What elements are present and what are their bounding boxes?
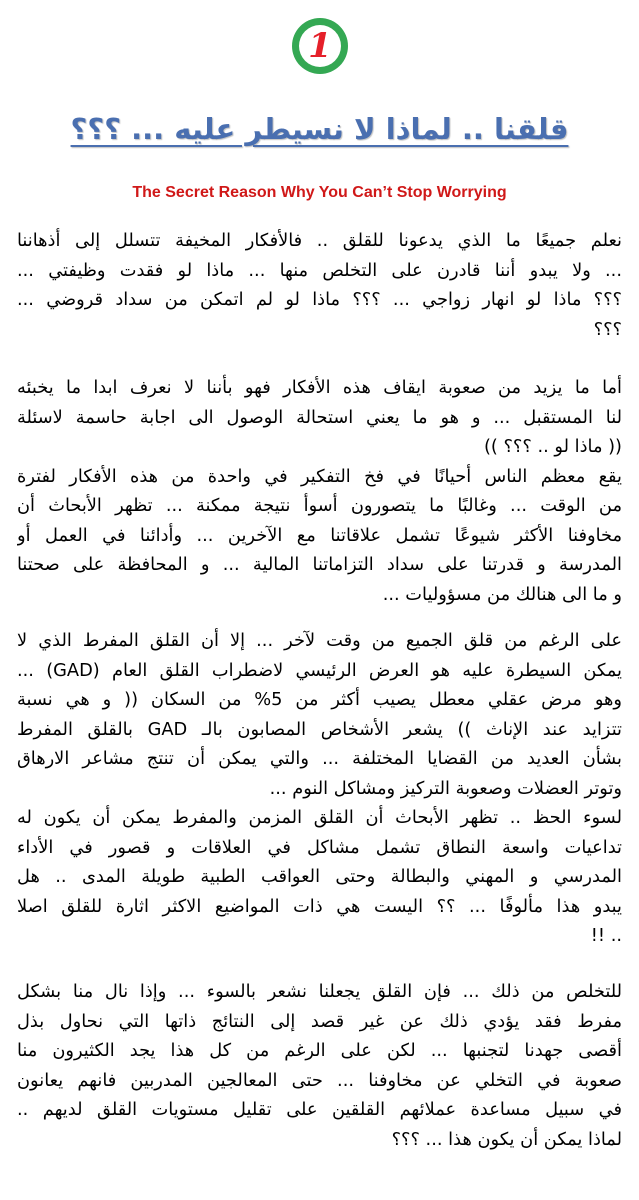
paragraph-2 [17, 373, 622, 609]
number-badge [292, 18, 348, 74]
text-line: (( ماذا لو .. ؟؟؟ )) [483, 436, 622, 457]
page-title: قلقنا .. لماذا لا نسيطر عليه ... ؟؟؟ [70, 112, 569, 146]
text-line: أقصى جهدنا لتجنبها ... لكن على الرغم من كل هذا يجد الكثيرون منا [17, 1040, 622, 1061]
text-line: لنا المستقبل ... و هو ما يعني استحالة الوصول الى اجابة حاسمة لاسئلة [17, 406, 622, 428]
text-line: تتزايد عند الإناث )) يشعر الأشخاص المصابون بالـ GAD بالقلق المفرط [17, 718, 622, 740]
text-line: في سبيل مساعدة عملائهم القلقين على تقليل مستويات القلق لديهم .. [17, 1099, 622, 1120]
text-line: المدرسة و قدرتنا على سداد التزاماتنا المالية ... و المحافظة على صحتنا [17, 554, 622, 575]
text-line: أما ما يزيد من صعوبة ايقاف هذه الأفكار فهو بأننا لا نعرف ابدا ما يخبئه [17, 377, 622, 398]
text-line: لماذا يمكن أن يكون هذا ... ؟؟؟ [391, 1128, 622, 1150]
text-line: المدرسي و المهني والبطالة وحتى العواقب الطبية طويلة المدى .. هل [17, 866, 622, 887]
text-line: تداعيات واسعة النطاق تشمل مشاكل في العلاقات و قصور في الأداء [17, 836, 622, 858]
text-line: يقع معظم الناس أحيانًا في فخ التفكير في واحدة من هذه الأفكار لفترة [17, 465, 622, 487]
paragraph-3 [17, 626, 622, 951]
text-line: .. !! [590, 925, 622, 946]
text-line: مخاوفنا الأكثر شيوعًا تشمل علاقاتنا مع الآخرين ... وأدائنا في العمل أو [17, 524, 622, 546]
text-line: صعوبة في التخلي عن مخاوفنا ... حتى المعالجين المدربين فانهم يعانون [17, 1069, 622, 1091]
text-line: نعلم جميعًا ما الذي يدعونا للقلق .. فالأفكار المخيفة تتسلل إلى أذهاننا [17, 230, 622, 251]
badge-inner-circle [299, 25, 341, 67]
text-line: وهو مرض عقلي معطل يصيب أكثر من 5% من السكان (( و هي نسبة [17, 689, 622, 710]
text-line: على الرغم من قلق الجميع من وقت لآخر ... إلا أن القلق المفرط الذي لا [17, 630, 622, 651]
paragraph-1 [17, 226, 622, 344]
text-line: لسوء الحظ .. تظهر الأبحاث أن القلق المزمن والمفرط يمكن أن يكون له [17, 807, 622, 828]
page-subtitle: The Secret Reason Why You Can’t Stop Worrying [132, 184, 507, 201]
text-line: يمكن السيطرة عليه هو العرض الرئيسي لاضطراب القلق العام (GAD) ... [17, 659, 622, 681]
text-line: ... ولا يبدو أننا قادرن على التخلص منها ... ماذا لو فقدت وظيفتي ... [17, 259, 622, 281]
text-line: ؟؟؟ [593, 318, 622, 340]
text-line: من الوقت ... وغالبًا ما يتصورون أسوأ نتيجة ممكنة ... تظهر الأبحاث أن [17, 495, 622, 516]
text-line: ؟؟؟ ماذا لو انهار زواجي ... ؟؟؟ ماذا لو لم اتمكن من سداد قروضي ... [17, 289, 622, 310]
text-line: يبدو هذا مألوفًا ... ؟؟ اليست هي ذات المواضيع الاكثر اثارة للقلق اصلا [17, 895, 622, 917]
badge-number: 1 [308, 26, 332, 66]
text-line: للتخلص من ذلك ... فإن القلق يجعلنا نشعر بالسوء ... وإذا نال منا بشكل [17, 981, 622, 1002]
paragraph-4 [17, 977, 622, 1154]
text-line: مفرط فقد يؤدي ذلك عن غير قصد إلى النتائج ذاتها التي نحاول بذل [17, 1010, 622, 1032]
text-line: و ما الى هنالك من مسؤوليات ... [382, 583, 622, 605]
text-line: وتوتر العضلات وصعوبة التركيز ومشاكل النوم ... [269, 777, 622, 799]
text-line: بشأن العديد من القضايا المختلفة ... والتي يمكن أن تنتج مشاعر الارهاق [17, 748, 622, 769]
